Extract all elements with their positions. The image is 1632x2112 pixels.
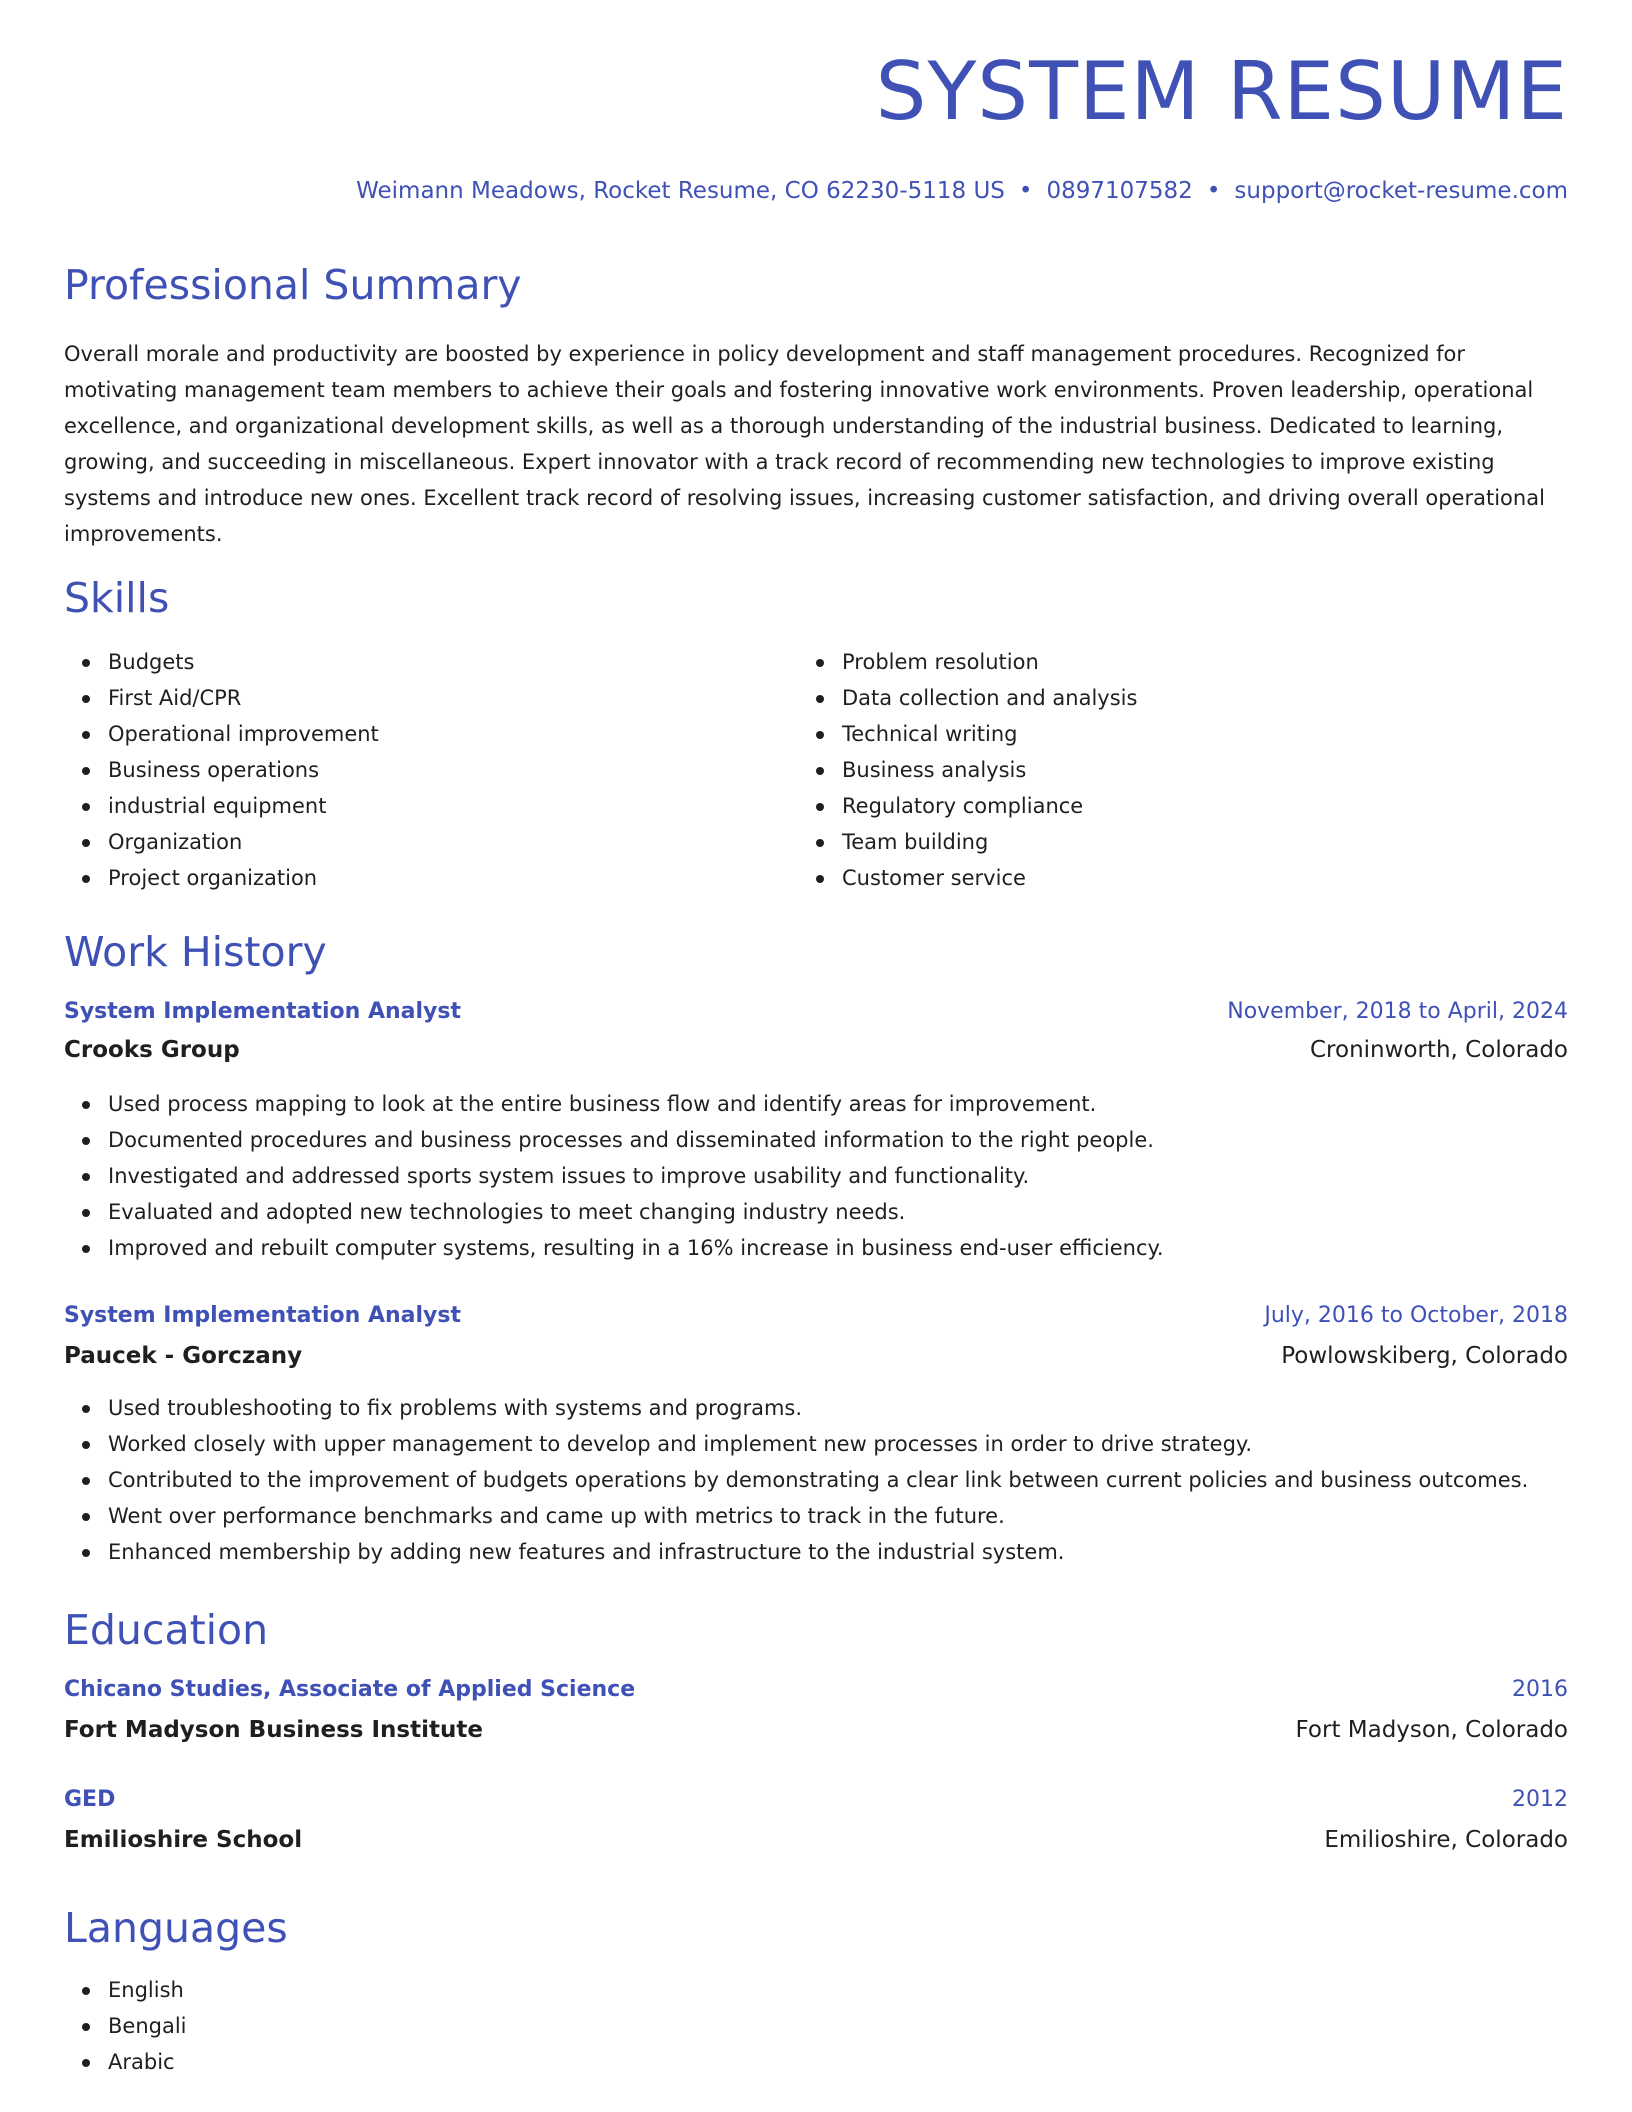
education-heading: Education (64, 1606, 269, 1654)
job-bullets (64, 1390, 1528, 1570)
skill-item: Organization (64, 824, 379, 860)
education-location: Emilioshire, Colorado (1324, 1827, 1568, 1853)
skill-item: industrial equipment (64, 788, 379, 824)
skill-item: Project organization (64, 860, 379, 896)
education-school: Fort Madyson Business Institute (64, 1717, 483, 1743)
job-bullet: Went over performance benchmarks and came up with metrics to track in the future. (64, 1498, 1528, 1534)
resume-title: SYSTEM RESUME (875, 45, 1568, 138)
job-bullet: Improved and rebuilt computer systems, resulting in a 16% increase in business end-user efficiency. (64, 1230, 1164, 1266)
skill-item: Operational improvement (64, 716, 379, 752)
job-header (64, 1300, 1568, 1332)
education-header (64, 1784, 1568, 1816)
skill-item: Business analysis (798, 752, 1137, 788)
job-bullet: Contributed to the improvement of budgets operations by demonstrating a clear link between current policies and business outcomes. (64, 1462, 1528, 1498)
job-dates: November, 2018 to April, 2024 (1227, 999, 1568, 1024)
skill-item: Regulatory compliance (798, 788, 1137, 824)
skill-item: Data collection and analysis (798, 680, 1137, 716)
skill-item: Team building (798, 824, 1137, 860)
job-dates: July, 2016 to October, 2018 (1264, 1303, 1568, 1328)
summary-heading: Professional Summary (64, 261, 522, 309)
education-year: 2016 (1512, 1677, 1568, 1702)
education-school-row (64, 1824, 1568, 1856)
languages-heading: Languages (64, 1904, 288, 1952)
job-header (64, 996, 1568, 1028)
contact-email: support@rocket-resume.com (1234, 178, 1568, 204)
education-degree: Chicano Studies, Associate of Applied Science (64, 1677, 636, 1702)
skill-item: Problem resolution (798, 644, 1137, 680)
job-bullets (64, 1086, 1164, 1266)
job-bullet: Documented procedures and business processes and disseminated information to the right people. (64, 1122, 1164, 1158)
job-bullet: Investigated and addressed sports system issues to improve usability and functionality. (64, 1158, 1164, 1194)
job-location: Powlowskiberg, Colorado (1281, 1343, 1568, 1369)
languages-list (64, 1972, 187, 2080)
contact-phone: 0897107582 (1046, 178, 1193, 204)
job-company: Paucek - Gorczany (64, 1343, 303, 1369)
job-bullet: Enhanced membership by adding new features and infrastructure to the industrial system. (64, 1534, 1528, 1570)
job-company-row (64, 1340, 1568, 1372)
skills-list-right (798, 644, 1137, 896)
summary-text: Overall morale and productivity are boosted by experience in policy development and staff management procedures. Recognized for motivating management team members to achieve their goals and fostering innovative work environments. Proven leadership, operational excellence, and organizational development skills, as well as a thorough understanding of the industrial business. Dedicated to learning, growing, and succeeding in miscellaneous. Expert innovator with a track record of recommending new technologies to improve existing systems and introduce new ones. Excellent track record of resolving issues, increasing customer satisfaction, and driving overall operational improvements. (64, 342, 1545, 546)
job-title: System Implementation Analyst (64, 999, 462, 1024)
skill-item: Technical writing (798, 716, 1137, 752)
education-degree: GED (64, 1787, 116, 1812)
education-location: Fort Madyson, Colorado (1295, 1717, 1568, 1743)
skill-item: Budgets (64, 644, 379, 680)
job-bullet: Evaluated and adopted new technologies to meet changing industry needs. (64, 1194, 1164, 1230)
language-item: Bengali (64, 2008, 187, 2044)
education-school-row (64, 1714, 1568, 1746)
contact-line (356, 180, 1568, 203)
job-bullet: Used troubleshooting to fix problems with systems and programs. (64, 1390, 1528, 1426)
education-header (64, 1674, 1568, 1706)
language-item: Arabic (64, 2044, 187, 2080)
skills-heading: Skills (64, 574, 170, 622)
contact-address: Weimann Meadows, Rocket Resume, CO 62230-5118 US (356, 178, 1005, 204)
education-school: Emilioshire School (64, 1827, 303, 1853)
job-company-row (64, 1034, 1568, 1066)
job-location: Croninworth, Colorado (1310, 1037, 1568, 1063)
work-heading: Work History (64, 928, 327, 976)
skill-item: Business operations (64, 752, 379, 788)
skill-item: Customer service (798, 860, 1137, 896)
job-title: System Implementation Analyst (64, 1303, 462, 1328)
contact-separator: • (1206, 178, 1221, 204)
job-bullet: Used process mapping to look at the entire business flow and identify areas for improvement. (64, 1086, 1164, 1122)
contact-separator: • (1018, 178, 1033, 204)
skills-list-left (64, 644, 379, 896)
language-item: English (64, 1972, 187, 2008)
education-year: 2012 (1512, 1787, 1568, 1812)
job-company: Crooks Group (64, 1037, 240, 1063)
job-bullet: Worked closely with upper management to develop and implement new processes in order to drive strategy. (64, 1426, 1528, 1462)
skill-item: First Aid/CPR (64, 680, 379, 716)
